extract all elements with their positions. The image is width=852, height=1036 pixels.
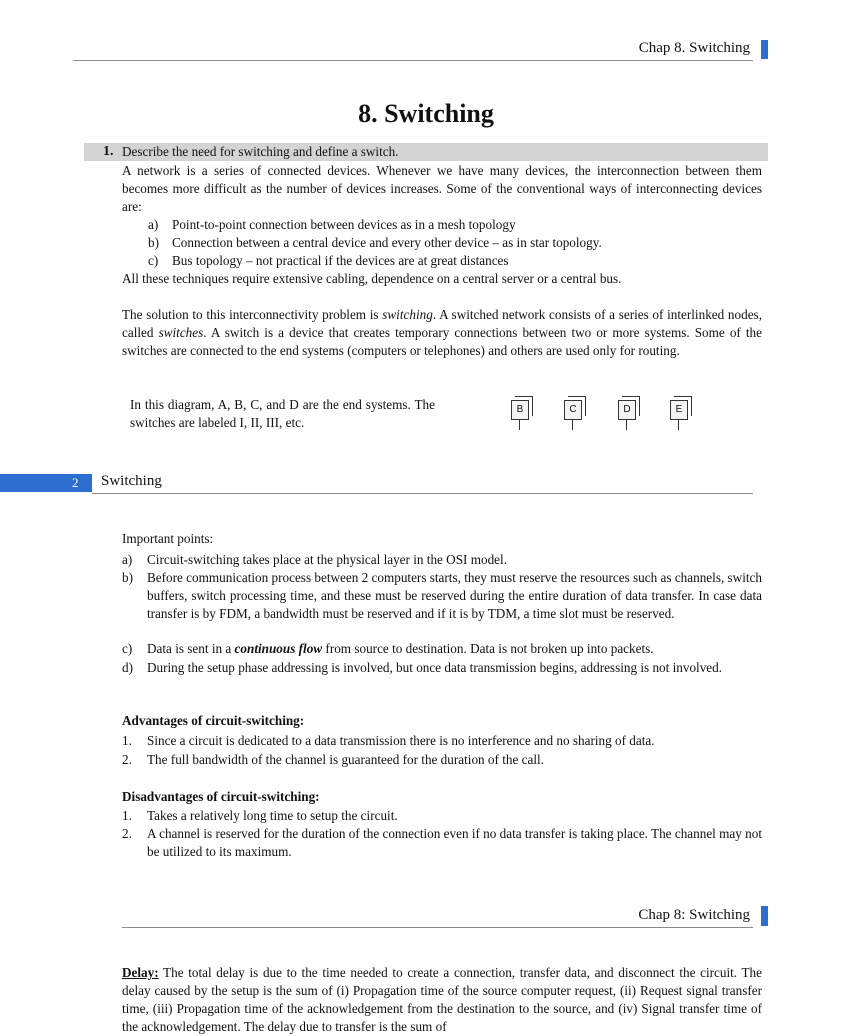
list-item: Bus topology – not practical if the devices are at great distances	[172, 253, 509, 268]
disadvantage-item: A channel is reserved for the duration of the connection even if no data transfer is taking place. The channel may not be utilized to its maximum.	[147, 826, 762, 859]
point-marker: b)	[122, 570, 133, 585]
point-marker: a)	[122, 552, 133, 567]
page-gap	[0, 862, 768, 898]
diagram-caption	[130, 396, 435, 430]
device-c: C	[564, 400, 582, 420]
point-marker: d)	[122, 660, 133, 675]
point-marker: c)	[122, 641, 133, 656]
intro-paragraph: A network is a series of connected devices. Whenever we have many devices, the interconnection between them becomes more difficult as the number of devices increases. Some of the conventional ways of interconnecting devices are:	[122, 163, 762, 214]
device-link	[626, 420, 627, 430]
delay-text: The total delay is due to the time needed to create a connection, transfer data, and disconnect the circuit. The delay caused by the setup is the sum of (i) Propagation time of the source computer request, (ii) Request signal transfer time, (iii) Propagation time of the acknowledgement from the destination to the source, and (iv) Signal transfer time of the acknowledgement. The delay due to transfer is the sum of	[122, 965, 762, 1034]
device-link	[572, 420, 573, 430]
list-item-marker: c)	[148, 253, 159, 268]
paragraph-text: . A switch is a device that creates temporary connections between two or more systems. Some of the switches are connected to the end systems (computers or telephones) and others are used only for routing.	[122, 325, 762, 358]
page-gap	[0, 436, 768, 472]
advantage-item: The full bandwidth of the channel is guaranteed for the duration of the call.	[147, 752, 544, 767]
device-b: B	[511, 400, 529, 420]
page2-header-rule	[92, 493, 753, 494]
device-d: D	[618, 400, 636, 420]
network-diagram	[500, 388, 710, 434]
advantages-heading: Advantages of circuit-switching:	[122, 713, 305, 728]
page1-header-rule	[73, 60, 753, 61]
page3-header: Chap 8: Switching	[638, 907, 750, 923]
disadvantages-heading: Disadvantages of circuit-switching:	[122, 789, 320, 804]
advantage-item: Since a circuit is dedicated to a data transmission there is no interference and no sharing of data.	[147, 733, 655, 748]
delay-label: Delay:	[122, 965, 159, 980]
page-title: 8. Switching	[358, 99, 494, 128]
disadvantage-marker: 2.	[122, 826, 132, 841]
paragraph-text: The solution to this interconnectivity problem is	[122, 307, 383, 322]
device-link	[519, 420, 520, 430]
device-e: E	[670, 400, 688, 420]
disadvantage-marker: 1.	[122, 808, 132, 823]
switching-paragraph	[122, 306, 762, 360]
point-text: Data is sent in a	[147, 641, 235, 656]
page1-header-tab	[761, 40, 768, 59]
disadvantage-item: Takes a relatively long time to setup the circuit.	[147, 808, 398, 823]
question-text: Describe the need for switching and define a switch.	[122, 144, 399, 159]
delay-paragraph	[122, 964, 762, 1034]
list-item-marker: a)	[148, 217, 159, 232]
point-item: During the setup phase addressing is involved, but once data transmission begins, addressing is not involved.	[147, 660, 723, 675]
summary-paragraph: All these techniques require extensive cabling, dependence on a central server or a central bus.	[122, 271, 622, 286]
point-item	[147, 640, 654, 658]
page2-header: Switching	[101, 473, 162, 489]
diagram-caption-text: In this diagram, A, B, C, and D are the end systems. The switches are labeled I, II, III, etc.	[130, 397, 435, 430]
advantage-marker: 2.	[122, 752, 132, 767]
point-text: from source to destination. Data is not broken up into packets.	[322, 641, 654, 656]
point-item: Circuit-switching takes place at the physical layer in the OSI model.	[147, 552, 507, 567]
list-item: Point-to-point connection between devices as in a mesh topology	[172, 217, 516, 232]
list-item-marker: b)	[148, 235, 159, 250]
page-number: 2	[72, 475, 79, 490]
emphasis: switches	[158, 325, 204, 340]
emphasis: switching	[382, 307, 433, 322]
list-item: Connection between a central device and every other device – as in star topology.	[172, 235, 602, 250]
paragraph-text: . A switched network consists of a series of interlinked nodes, called	[122, 307, 762, 340]
page3-header-rule	[122, 927, 753, 928]
page3-header-tab	[761, 906, 768, 926]
advantage-marker: 1.	[122, 733, 132, 748]
page1-header: Chap 8. Switching	[638, 40, 750, 56]
emphasis: continuous flow	[234, 641, 323, 656]
device-link	[678, 420, 679, 430]
question-number: 1.	[103, 144, 114, 159]
point-item: Before communication process between 2 computers starts, they must reserve the resources such as channels, switch buffers, switch processing time, and these must be reserved during the entire duration of data transfer. In case data transfer is by FDM, a bandwidth must be reserved and if it is by TDM, a time slot must be reserved.	[147, 570, 762, 621]
important-heading: Important points:	[122, 531, 214, 546]
